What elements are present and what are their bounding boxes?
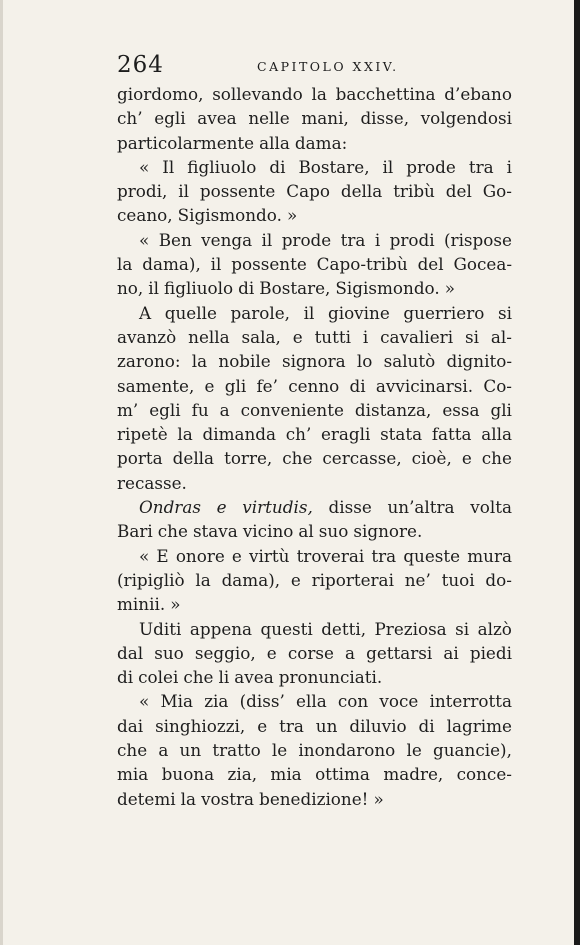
text-line (117, 131, 512, 155)
word: Ondras (139, 497, 201, 518)
word: disse (328, 497, 372, 518)
word: prodi (389, 229, 435, 250)
word: fatta (431, 424, 472, 445)
word: gli (490, 399, 512, 420)
word: la (195, 569, 211, 590)
text-line (117, 155, 512, 179)
text-line (117, 203, 512, 227)
word: si (455, 618, 470, 639)
word: Mia (160, 691, 194, 712)
text-line (117, 641, 512, 665)
word: samente, (117, 375, 195, 396)
word: riporterai (311, 569, 394, 590)
word: volta (470, 497, 512, 518)
text-line (117, 617, 512, 641)
word: nella (188, 326, 230, 347)
word: no, (117, 278, 144, 299)
word: interrotta (429, 691, 512, 712)
word: si (497, 302, 512, 323)
word: ai (443, 642, 459, 663)
word: » (170, 594, 181, 615)
word: (ripigliò (117, 569, 185, 590)
word: possente (231, 254, 307, 275)
word: seggio, (194, 642, 256, 663)
word: e (266, 642, 277, 663)
word: disse, (360, 108, 410, 129)
word: bacchettina (335, 84, 436, 104)
text-line (117, 374, 512, 398)
word: Preziosa (374, 618, 447, 639)
word: le (271, 740, 288, 761)
word: virtudis, (242, 497, 313, 518)
word: al (298, 521, 314, 542)
word: inondarono (298, 740, 396, 761)
word: gli (224, 375, 247, 396)
word: zarono: (117, 351, 181, 372)
word: di (349, 375, 366, 396)
word: Bari (117, 521, 153, 542)
text-line (117, 544, 512, 568)
word: mura (467, 545, 512, 566)
word: con (337, 691, 369, 712)
word: onore (175, 545, 225, 566)
word: di (418, 715, 435, 736)
word: che (183, 667, 214, 688)
word: conce- (456, 764, 512, 785)
word: diluvio (349, 715, 407, 736)
word: a (344, 642, 355, 663)
running-head: CAPITOLO XXIV. (257, 59, 399, 74)
word: « (139, 691, 150, 712)
word: le (406, 740, 422, 761)
word: « (139, 545, 150, 566)
word: del (417, 254, 444, 275)
word: conveniente (240, 399, 344, 420)
word: tuoi (441, 569, 475, 590)
word: a (158, 740, 169, 761)
word: il (261, 229, 273, 250)
word: i (362, 326, 369, 347)
word: nobile (218, 351, 271, 372)
word: alzò (477, 618, 512, 639)
word: un (179, 740, 202, 761)
word: troverai (296, 545, 365, 566)
word: salutò (383, 351, 436, 372)
text-line (117, 301, 512, 325)
word: ottima (315, 764, 370, 785)
text-line (117, 738, 512, 762)
word: la (180, 788, 197, 809)
word: sala, (241, 326, 281, 347)
word: Il (162, 156, 175, 177)
word: stata (380, 424, 423, 445)
word: avanzò (117, 326, 177, 347)
word: dai (117, 715, 144, 736)
word: la (117, 254, 133, 275)
word: dama: (294, 132, 348, 153)
word: tra (340, 229, 366, 250)
word: quelle (164, 302, 217, 323)
word: che (157, 521, 188, 542)
text-line (117, 179, 512, 203)
word: sollevando (212, 84, 303, 104)
word: il (382, 156, 394, 177)
word: tra (371, 545, 397, 566)
word: Sigismondo. (177, 205, 282, 226)
word: dal (117, 642, 144, 663)
word: venga (201, 229, 253, 250)
word: particolarmente (117, 132, 255, 153)
word: Bostare, (259, 278, 331, 299)
word: fe’ (256, 375, 278, 396)
word: signora (281, 351, 346, 372)
word: ch’ (285, 424, 312, 445)
word: cioè, (411, 448, 452, 469)
text-line (117, 446, 512, 470)
word: Uditi (139, 618, 182, 639)
text-line (117, 568, 512, 592)
word: cenno (288, 375, 340, 396)
word: guancie), (432, 740, 512, 761)
word: figliuolo (164, 278, 234, 299)
word: distanza, (354, 399, 432, 420)
word: di (269, 156, 286, 177)
text-line (117, 82, 512, 106)
text-line (117, 252, 512, 276)
word: alla (259, 132, 290, 153)
word: dignito- (446, 351, 512, 372)
word: mani, (301, 108, 349, 129)
word: lo (356, 351, 373, 372)
word: piedi (469, 642, 512, 663)
word: i (374, 229, 381, 250)
word: un (315, 715, 338, 736)
word: Capo (286, 181, 330, 202)
word: nelle (248, 108, 290, 129)
word: e (292, 326, 303, 347)
word: prode (406, 156, 456, 177)
word: tra (468, 156, 494, 177)
text-line (117, 519, 512, 543)
text-line (117, 787, 512, 811)
word: prode (281, 229, 332, 250)
text-line (117, 689, 512, 713)
word: (diss’ (239, 691, 285, 712)
text-line (117, 471, 512, 495)
word: un’altra (387, 497, 455, 518)
text-line (117, 228, 512, 252)
word: « (139, 156, 150, 177)
word: e (231, 545, 242, 566)
word: detemi (117, 788, 176, 809)
word: egli (154, 108, 186, 129)
word: del (445, 181, 472, 202)
word: singhiozzi, (155, 715, 246, 736)
word: della (172, 448, 215, 469)
word: avvicinarsi. (375, 375, 474, 396)
word: giovine (327, 302, 390, 323)
word: giordomo, (117, 84, 204, 104)
word: ch’ (117, 108, 143, 129)
word: dama), (142, 254, 201, 275)
word: alla (481, 424, 512, 445)
word: e (461, 448, 472, 469)
word: fu (191, 399, 209, 420)
word: ceano, (117, 205, 173, 226)
word: suo (154, 642, 184, 663)
word: figliuolo (187, 156, 257, 177)
text-line (117, 106, 512, 130)
text-line (117, 762, 512, 786)
word: i (506, 156, 512, 177)
text-line (117, 422, 512, 446)
word: la (311, 84, 327, 104)
word: ripetè (117, 424, 168, 445)
word: signore. (353, 521, 423, 542)
word: cercasse, (322, 448, 402, 469)
word: pronunciati. (278, 667, 383, 688)
word: egli (149, 399, 181, 420)
word: questi (260, 618, 313, 639)
word: queste (403, 545, 461, 566)
word: tutti (314, 326, 351, 347)
word: dama), (221, 569, 281, 590)
word: voce (379, 691, 419, 712)
word: e (290, 569, 301, 590)
word: Capo-tribù (316, 254, 408, 275)
word: possente (199, 181, 276, 202)
text-line (117, 495, 512, 519)
word: zia, (227, 764, 258, 785)
word: gettarsi (366, 642, 433, 663)
word: Bostare, (298, 156, 370, 177)
word: dimanda (202, 424, 277, 445)
word: suo (318, 521, 349, 542)
word: m’ (117, 399, 139, 420)
word: parole, (230, 302, 291, 323)
text-line (117, 714, 512, 738)
text-line (117, 398, 512, 422)
word: madre, (383, 764, 444, 785)
word: » (444, 278, 456, 299)
word: il (303, 302, 315, 323)
word: detti, (321, 618, 367, 639)
word: al- (490, 326, 512, 347)
word: il (148, 278, 160, 299)
word: di (238, 278, 255, 299)
word: il (210, 254, 222, 275)
word: appena (189, 618, 253, 639)
word: torre, (224, 448, 273, 469)
word: zia (204, 691, 229, 712)
word: la (177, 424, 193, 445)
word: a (219, 399, 230, 420)
word: minii. (117, 594, 166, 615)
word: (rispose (444, 229, 512, 250)
word: » (373, 788, 384, 809)
word: porta (117, 448, 163, 469)
word: della (340, 181, 383, 202)
page-number: 264 (117, 52, 164, 78)
word: stava (192, 521, 238, 542)
word: tratto (212, 740, 261, 761)
word: recasse. (117, 472, 187, 493)
word: buona (161, 764, 215, 785)
word: prodi, (117, 181, 168, 202)
word: che (481, 448, 512, 469)
word: ne’ (404, 569, 431, 590)
word: li (218, 667, 230, 688)
text-line (117, 665, 512, 689)
word: Ben (158, 229, 192, 250)
word: colei (138, 667, 179, 688)
word: tra (279, 715, 304, 736)
text-line (117, 592, 512, 616)
word: ella (296, 691, 327, 712)
word: vicino (242, 521, 294, 542)
word: essa (442, 399, 480, 420)
word: e (257, 715, 268, 736)
word: che (117, 740, 148, 761)
word: A (139, 302, 152, 323)
word: benedizione! (259, 788, 369, 809)
word: avea (234, 667, 274, 688)
word: Gocea- (453, 254, 512, 275)
page-header (117, 52, 512, 82)
word: che (282, 448, 313, 469)
word: volgendosi (420, 108, 512, 129)
word: si (464, 326, 479, 347)
word: di (117, 667, 134, 688)
word: Co- (483, 375, 512, 396)
word: e (204, 375, 215, 396)
word: avea (197, 108, 237, 129)
word: E (156, 545, 169, 566)
word: d’ebano (444, 84, 512, 104)
word: la (191, 351, 208, 372)
word: tribù (393, 181, 435, 202)
word: Sigismondo. (335, 278, 440, 299)
word: e (216, 497, 227, 518)
word: guerriero (403, 302, 485, 323)
word: Go- (482, 181, 512, 202)
word: vostra (201, 788, 255, 809)
text-line (117, 349, 512, 373)
word: eragli (320, 424, 371, 445)
text-line (117, 325, 512, 349)
word: mia (117, 764, 149, 785)
word: il (178, 181, 189, 202)
word: « (139, 229, 150, 250)
word: lagrime (446, 715, 512, 736)
word: virtù (249, 545, 290, 566)
body-text (117, 82, 512, 811)
word: cavalieri (380, 326, 454, 347)
word: » (286, 205, 298, 226)
text-line (117, 276, 512, 300)
word: corse (287, 642, 334, 663)
word: mia (270, 764, 302, 785)
word: do- (485, 569, 512, 590)
